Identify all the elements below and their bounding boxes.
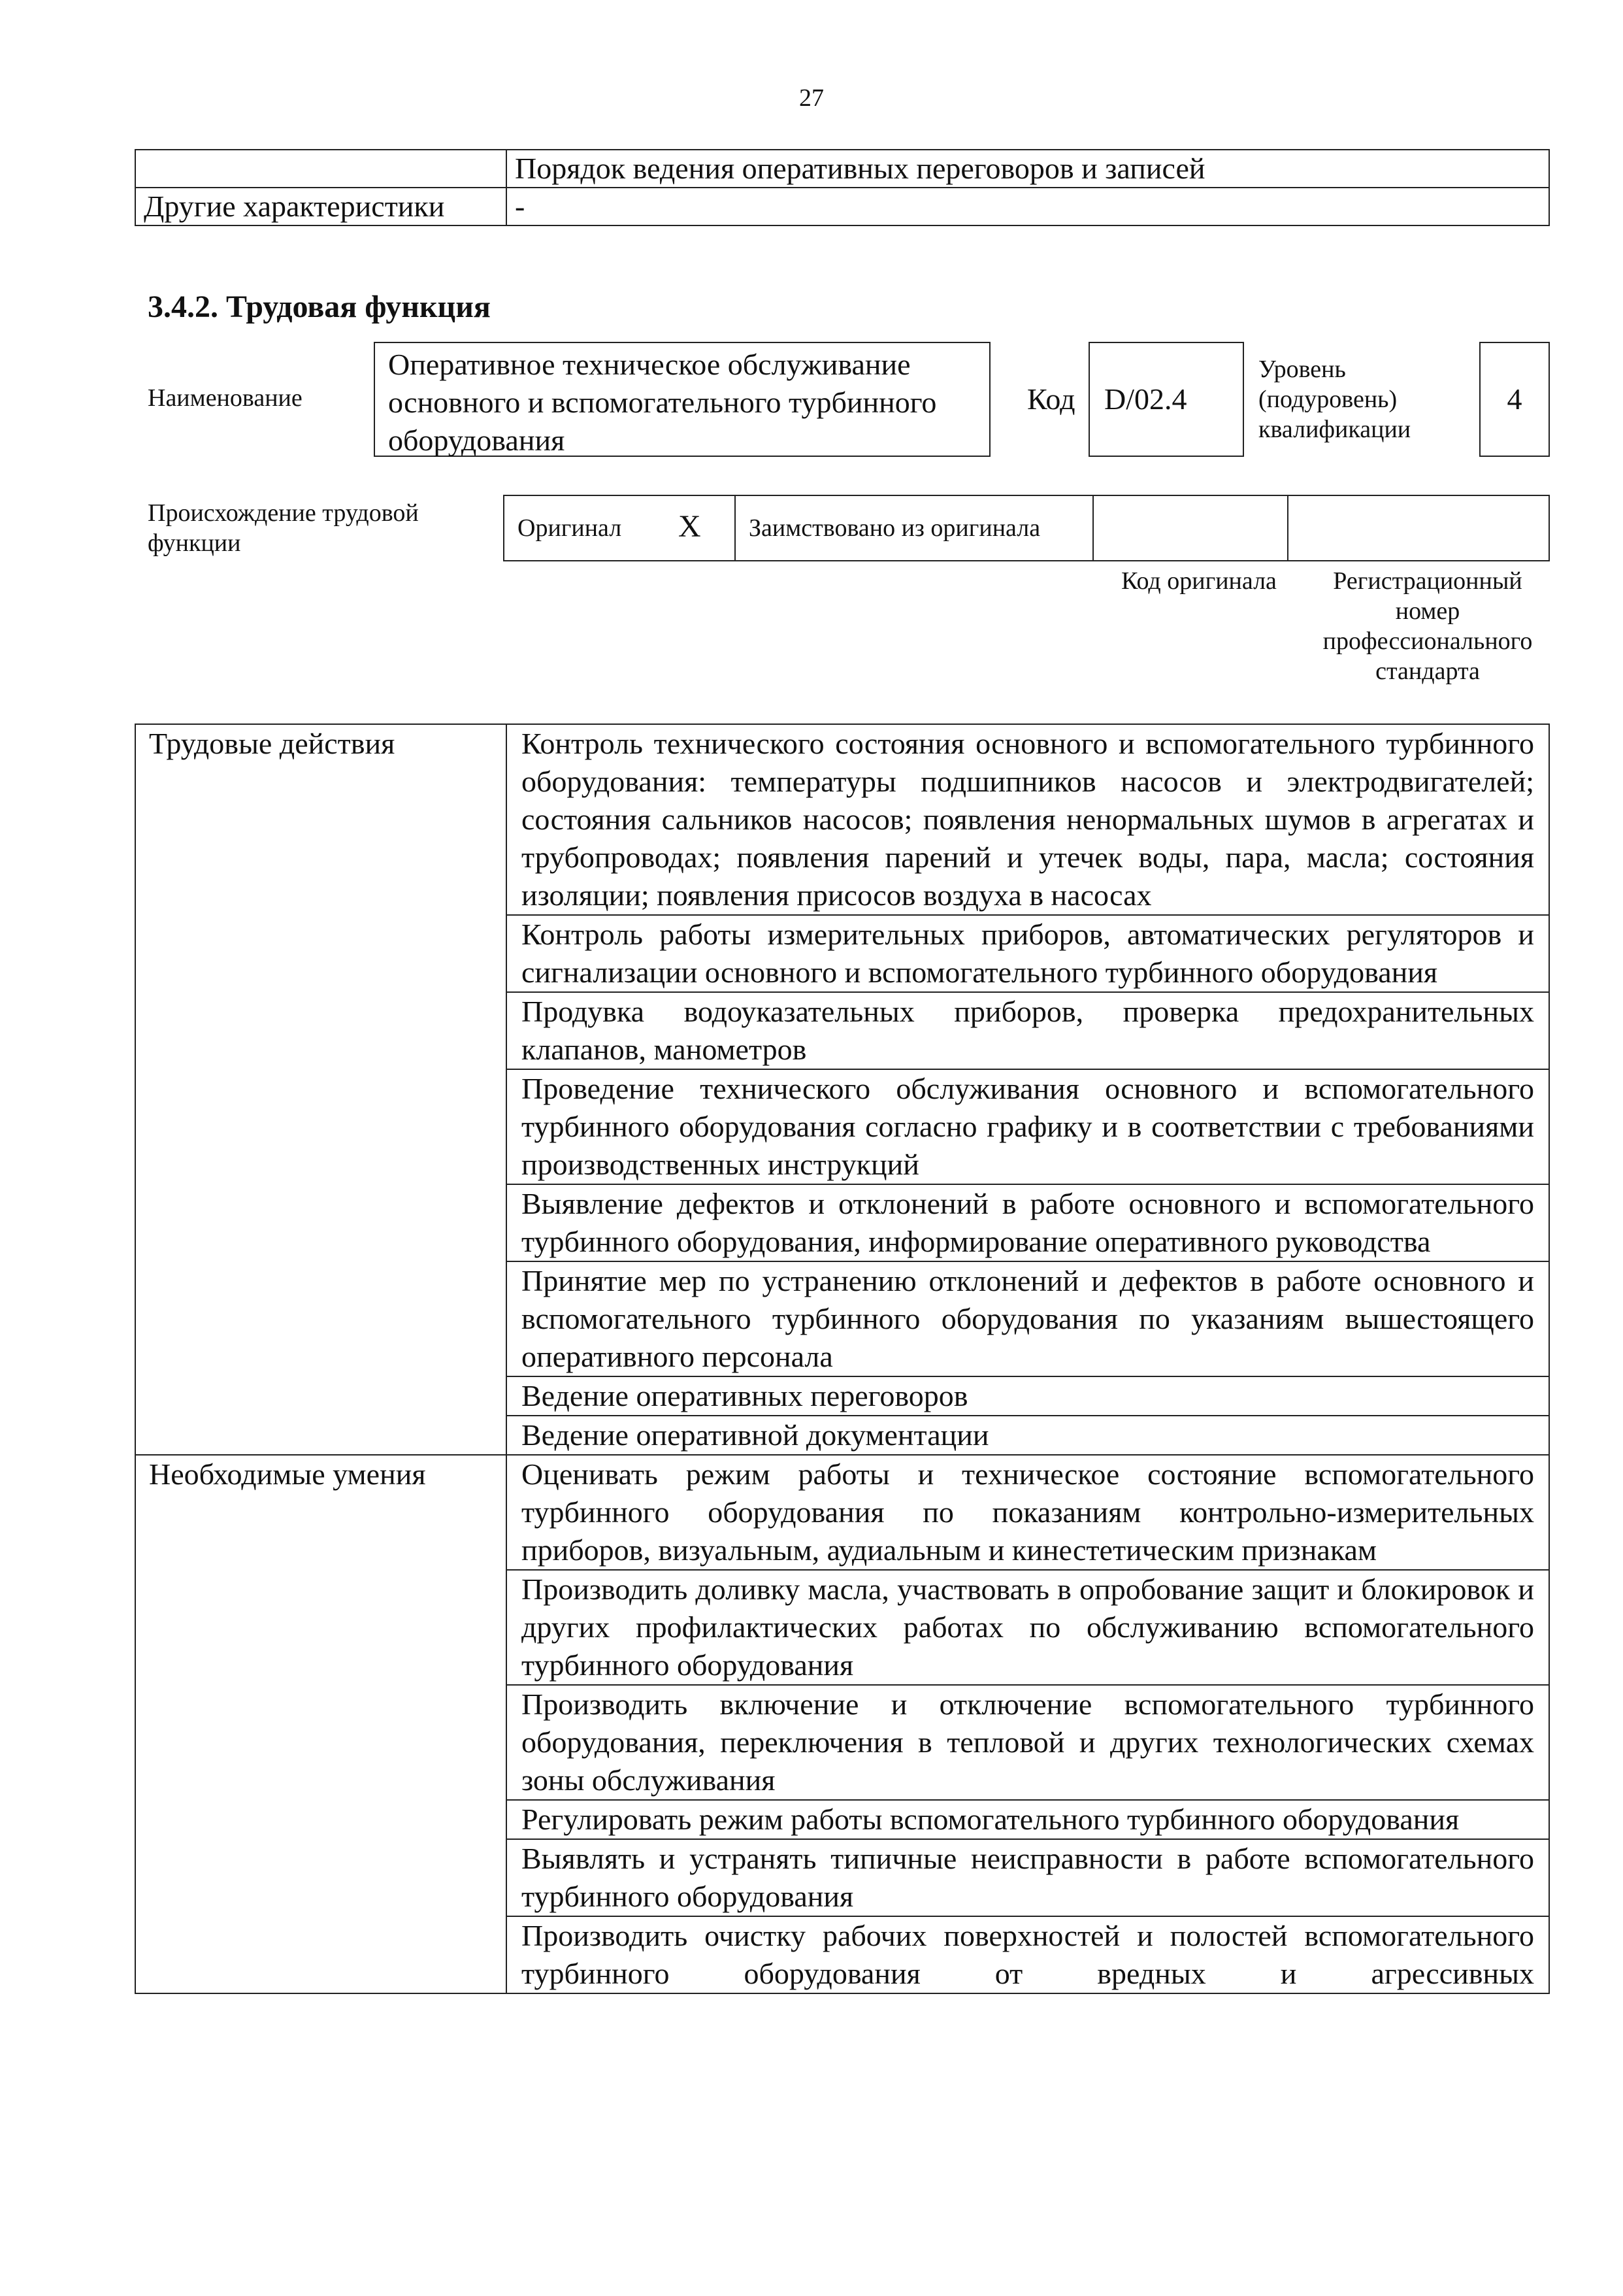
level-box <box>1479 342 1550 457</box>
skill-item: Производить включение и отключение вспомогательного турбинного оборудования, переключения в тепловой и других технологических схемах зоны обслуживания <box>506 1685 1549 1800</box>
labor-action-item: Проведение технического обслуживания основного и вспомогательного турбинного оборудования согласно графику и в соответствии с требованиями производственных инструкций <box>506 1069 1549 1184</box>
name-label: Наименование <box>148 384 303 412</box>
other-characteristics-label: Другие характеристики <box>135 188 506 225</box>
level-value: 4 <box>1507 382 1522 416</box>
labor-action-item: Контроль работы измерительных приборов, автоматических регуляторов и сигнализации основного и вспомогательного турбинного оборудования <box>506 915 1549 992</box>
labor-action-item: Контроль технического состояния основного и вспомогательного турбинного оборудования: температуры подшипников насосов и электродвигателей; состояния сальников насосов; появления ненормальных шумов в агрегатах и трубопроводах; появления парений и утечек воды, пара, масла; состояния изоляции; появления присосов воздуха в насосах <box>506 724 1549 915</box>
skill-item: Оценивать режим работы и техническое состояние вспомогательного турбинного оборудования по показаниям контрольно-измерительных приборов, визуальным, аудиальным и кинестетическим признакам <box>506 1455 1549 1570</box>
continuation-table <box>135 149 1550 226</box>
row-label <box>135 150 506 188</box>
code-box <box>1089 342 1244 457</box>
section-title: 3.4.2. Трудовая функция <box>148 290 491 324</box>
labor-action-item: Ведение оперативных переговоров <box>506 1376 1549 1416</box>
origin-divider <box>1092 495 1094 561</box>
origin-divider <box>1287 495 1288 561</box>
labor-actions-label: Трудовые действия <box>135 724 506 1455</box>
code-original-caption: Код оригинала <box>1121 567 1277 595</box>
skill-item: Выявлять и устранять типичные неисправности в работе вспомогательного турбинного оборудования <box>506 1839 1549 1916</box>
skill-item: Регулировать режим работы вспомогательного турбинного оборудования <box>506 1800 1549 1839</box>
table-row <box>135 1455 1549 1570</box>
labor-action-item: Выявление дефектов и отклонений в работе основного и вспомогательного турбинного оборудования, информирование оперативного руководства <box>506 1184 1549 1261</box>
level-label: Уровень (подуровень) квалификации <box>1258 356 1411 443</box>
table-row <box>135 150 1549 188</box>
labor-function-table <box>135 724 1550 1994</box>
table-row <box>135 188 1549 225</box>
labor-action-item: Ведение оперативной документации <box>506 1416 1549 1455</box>
original-mark: X <box>678 509 701 544</box>
other-characteristics-value: - <box>506 188 1549 225</box>
code-value: D/02.4 <box>1104 382 1187 416</box>
origin-divider <box>734 495 736 561</box>
table-row <box>135 724 1549 915</box>
skill-item: Производить доливку масла, участвовать в опробование защит и блокировок и других профилактических работах по обслуживанию вспомогательного турбинного оборудования <box>506 1570 1549 1685</box>
skill-item: Производить очистку рабочих поверхностей и полостей вспомогательного турбинного оборудования от вредных и агрессивных <box>506 1916 1549 1993</box>
function-name-value: Оперативное техническое обслуживание основного и вспомогательного турбинного оборудования <box>388 348 937 457</box>
row-value: Порядок ведения оперативных переговоров и записей <box>506 150 1549 188</box>
page-number: 27 <box>799 84 824 112</box>
borrowed-label: Заимствовано из оригинала <box>749 514 1041 542</box>
original-label: Оригинал <box>517 514 622 542</box>
labor-action-item: Продувка водоуказательных приборов, проверка предохранительных клапанов, манометров <box>506 992 1549 1069</box>
required-skills-label: Необходимые умения <box>135 1455 506 1993</box>
code-label: Код <box>1027 382 1075 416</box>
labor-action-item: Принятие мер по устранению отклонений и дефектов в работе основного и вспомогательного турбинного оборудования по указаниям вышестоящего оперативного персонала <box>506 1261 1549 1376</box>
origin-label: Происхождение трудовой функции <box>148 499 419 557</box>
function-name-box <box>374 342 991 457</box>
registration-number-caption: Регистрационный номер профессионального стандарта <box>1322 567 1533 685</box>
